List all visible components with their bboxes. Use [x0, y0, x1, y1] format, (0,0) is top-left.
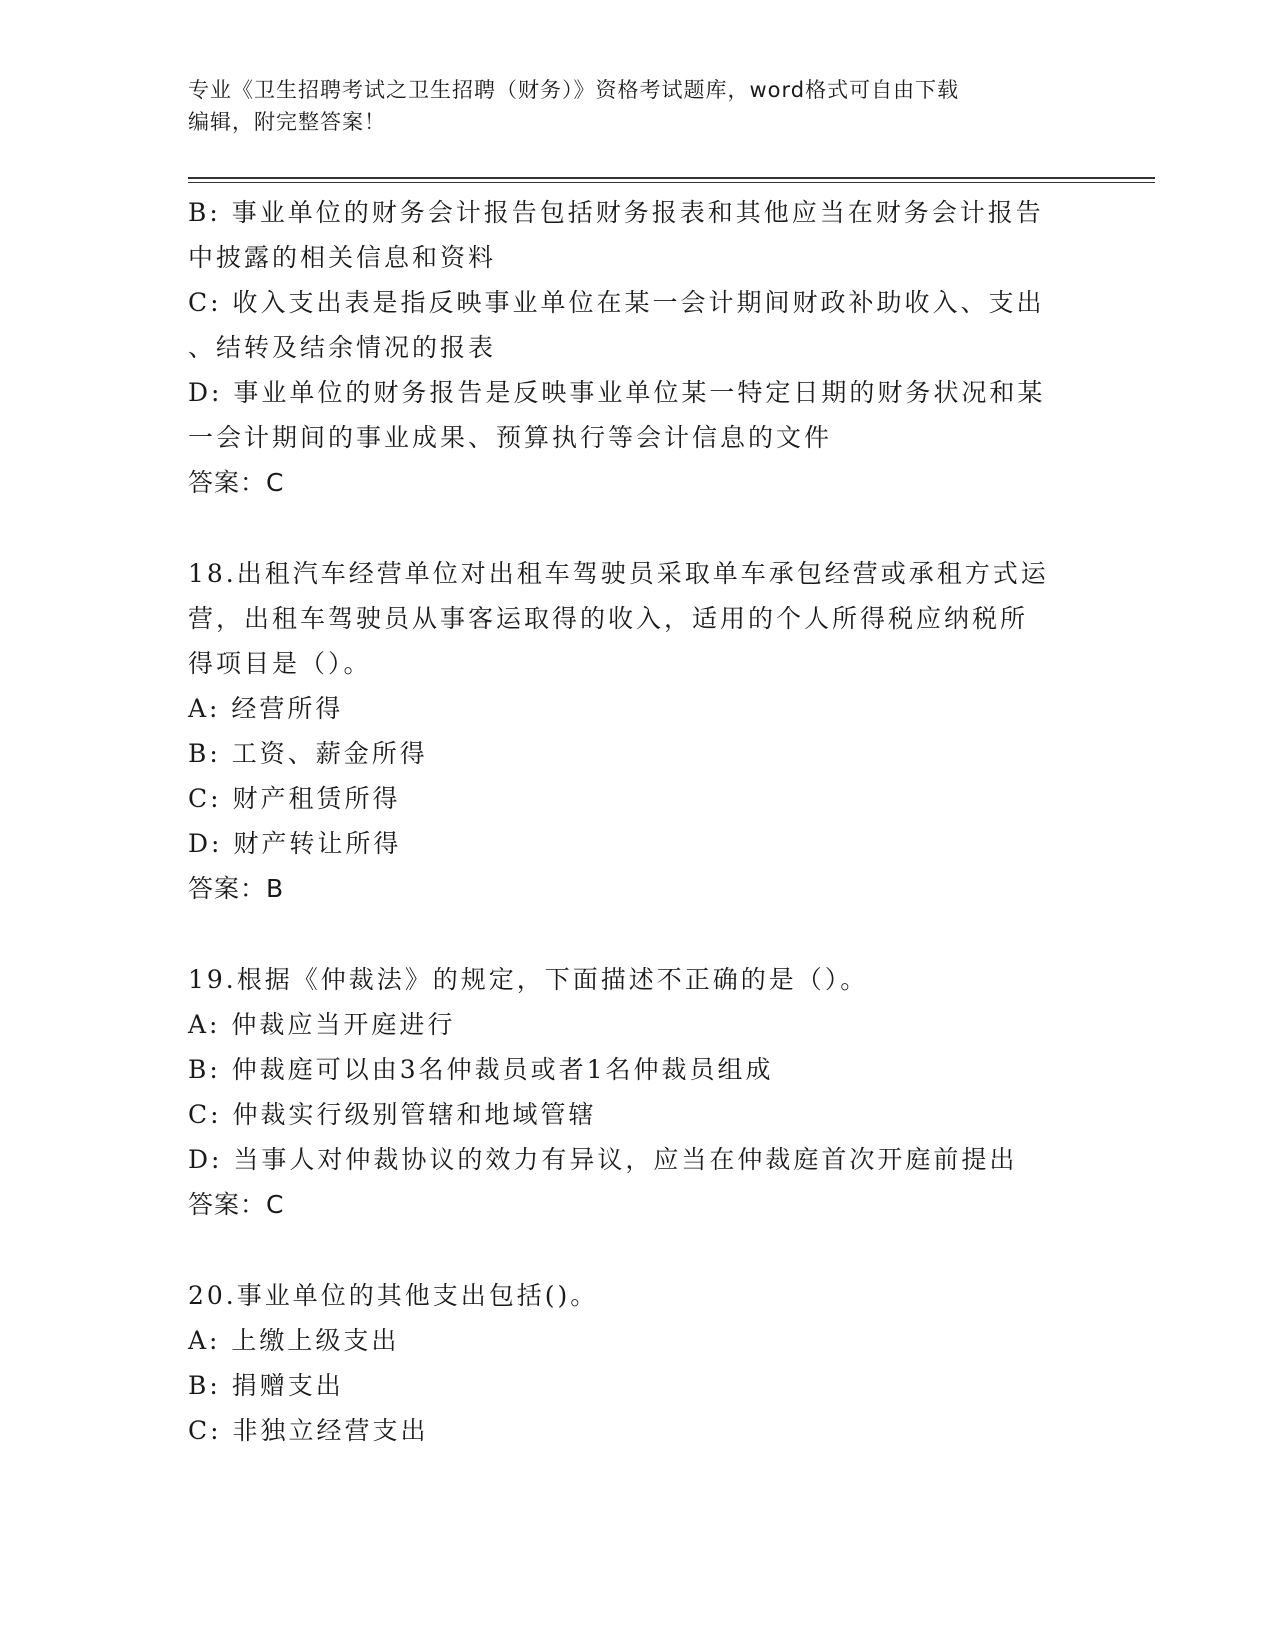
option-d-cont: 一会计期间的事业成果、预算执行等会计信息的文件 — [188, 423, 833, 452]
option-b: B: 事业单位的财务会计报告包括财务报表和其他应当在财务会计报告 — [188, 198, 1044, 227]
question-19 — [188, 957, 1088, 1227]
header-divider — [188, 177, 1155, 183]
option-c-cont: 、结转及结余情况的报表 — [188, 333, 497, 362]
question-stem: 20.事业单位的其他支出包括()。 — [188, 1281, 599, 1310]
option-d: D: 当事人对仲裁协议的效力有异议，应当在仲裁庭首次开庭前提出 — [188, 1145, 1018, 1174]
option-a: A: 上缴上级支出 — [188, 1326, 400, 1355]
option-d: D: 事业单位的财务报告是反映事业单位某一特定日期的财务状况和某 — [188, 378, 1046, 407]
option-c: C: 仲裁实行级别管辖和地域管辖 — [188, 1100, 597, 1129]
question-content — [188, 190, 1088, 1453]
header-line-1: 专业《卫生招聘考试之卫生招聘（财务）》资格考试题库，word格式可自由下载 — [188, 78, 960, 102]
option-d: D: 财产转让所得 — [188, 829, 402, 858]
option-b: B: 工资、薪金所得 — [188, 739, 428, 768]
option-b: B: 捐赠支出 — [188, 1371, 344, 1400]
option-b: B: 仲裁庭可以由3名仲裁员或者1名仲裁员组成 — [188, 1055, 774, 1084]
question-stem-cont: 营，出租车驾驶员从事客运取得的收入，适用的个人所得税应纳税所 — [188, 604, 1029, 633]
option-c: C: 财产租赁所得 — [188, 784, 401, 813]
option-c: C: 非独立经营支出 — [188, 1416, 429, 1445]
question-17-tail — [188, 190, 1088, 505]
option-a: A: 经营所得 — [188, 694, 344, 723]
option-b-cont: 中披露的相关信息和资料 — [188, 243, 497, 272]
question-18 — [188, 551, 1088, 911]
document-header — [188, 74, 1068, 138]
answer: 答案：C — [188, 1190, 285, 1219]
question-stem: 19.根据《仲裁法》的规定，下面描述不正确的是（）。 — [188, 965, 869, 994]
question-20 — [188, 1273, 1088, 1453]
option-a: A: 仲裁应当开庭进行 — [188, 1010, 456, 1039]
header-line-2: 编辑，附完整答案！ — [188, 110, 386, 134]
question-stem-cont: 得项目是（）。 — [188, 649, 372, 678]
answer: 答案：C — [188, 468, 285, 497]
question-stem: 18.出租汽车经营单位对出租车驾驶员采取单车承包经营或承租方式运 — [188, 559, 1049, 588]
answer: 答案：B — [188, 874, 285, 903]
option-c: C: 收入支出表是指反映事业单位在某一会计期间财政补助收入、支出 — [188, 288, 1045, 317]
